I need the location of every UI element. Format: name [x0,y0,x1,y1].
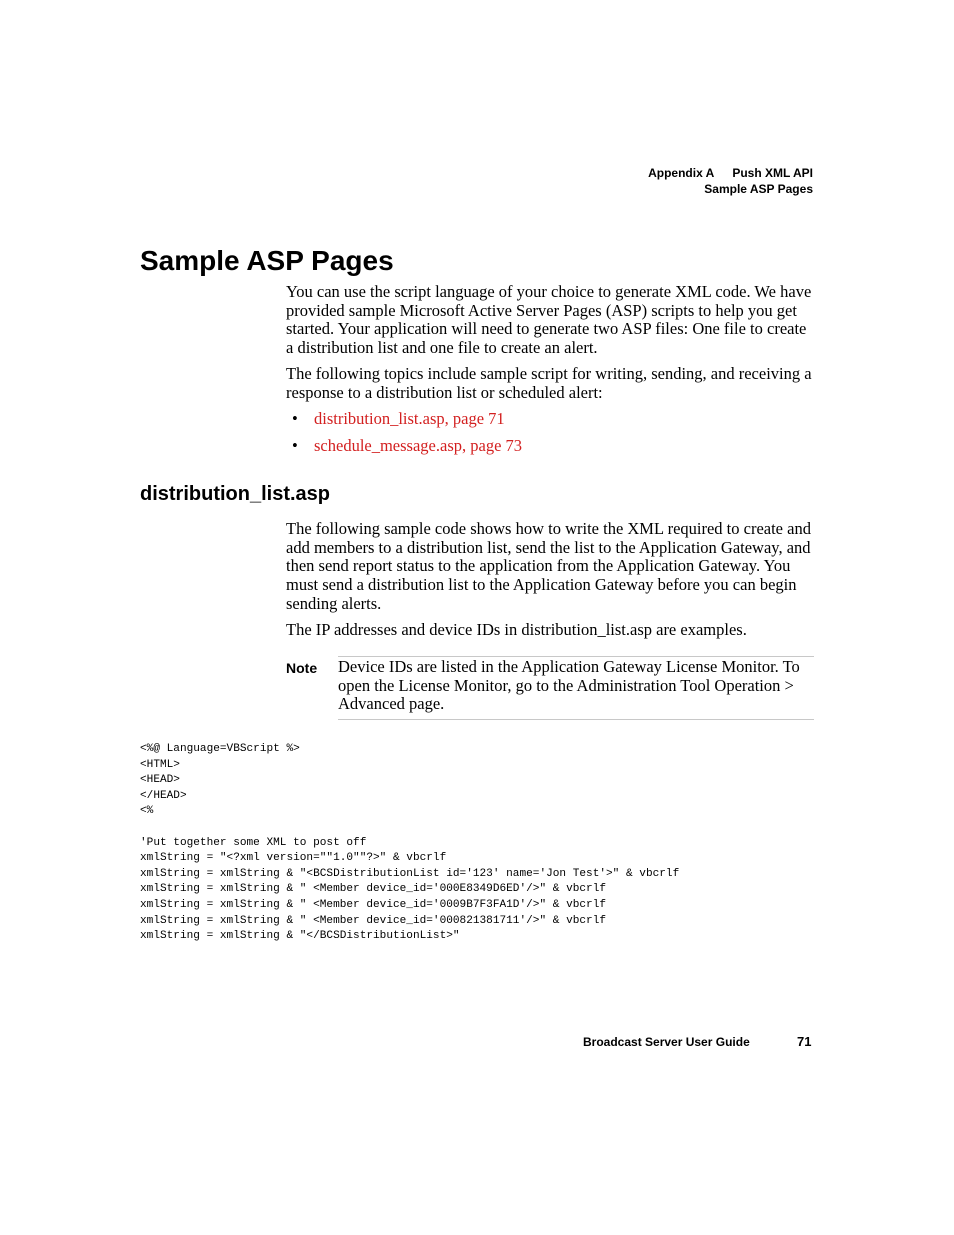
bullet: • [292,409,298,428]
intro-paragraph: You can use the script language of your choice to generate XML code. We have provided sample Microsoft Active Server Pages (ASP) scripts to help you get started. Your application will need to generate two ASP files: One file to create a distribution list and one file to create an alert. [286,282,812,358]
bullet: • [292,436,298,455]
header-chapter: Push XML API [732,166,813,180]
list-item [292,436,522,455]
page-number: 71 [797,1034,812,1049]
list-item [292,409,505,428]
code-block: <%@ Language=VBScript %> <HTML> <HEAD> </HEAD> <% 'Put together some XML to post off xmlString = "<?xml version=""1.0""?>" & vbcrlf xmlString = xmlString & "<BCSDistributionList id='123' name='Jon Test'>" & vbcrlf xmlString = xmlString & " <Member device_id='000E8349D6ED'/>" & vbcrlf xmlString = xmlString & " <Member device_id='0009B7F3FA1D'/>" & vbcrlf xmlString = xmlString & " <Member device_id='000821381711'/>" & vbcrlf xmlString = xmlString & "</BCSDistributionList>" [140,743,680,943]
section-heading: distribution_list.asp [140,483,331,505]
note-label: Note [286,660,318,676]
note-bottom-rule [338,719,814,720]
header-appendix: Appendix A [648,166,715,180]
running-header [648,165,813,181]
page-title: Sample ASP Pages [140,245,394,276]
note-text: Device IDs are listed in the Application Gateway License Monitor. To open the License Monitor, go to the Administration Tool Operation > Advanced page. [338,657,800,714]
topics-paragraph: The following topics include sample script for writing, sending, and receiving a response to a distribution list or scheduled alert: [286,364,812,402]
distribution-paragraph: The following sample code shows how to write the XML required to create and add members to a distribution list, send the list to the Application Gateway, and then send report status to the application from the Application Gateway. You must send a distribution list to the Application Gateway before you can begin sending alerts. [286,519,811,613]
link-schedule-message[interactable]: schedule_message.asp, page 73 [314,436,523,455]
header-section: Sample ASP Pages [704,182,813,196]
link-distribution-list[interactable]: distribution_list.asp, page 71 [314,409,505,428]
footer-title: Broadcast Server User Guide [583,1035,750,1049]
examples-paragraph: The IP addresses and device IDs in distribution_list.asp are examples. [286,620,747,639]
